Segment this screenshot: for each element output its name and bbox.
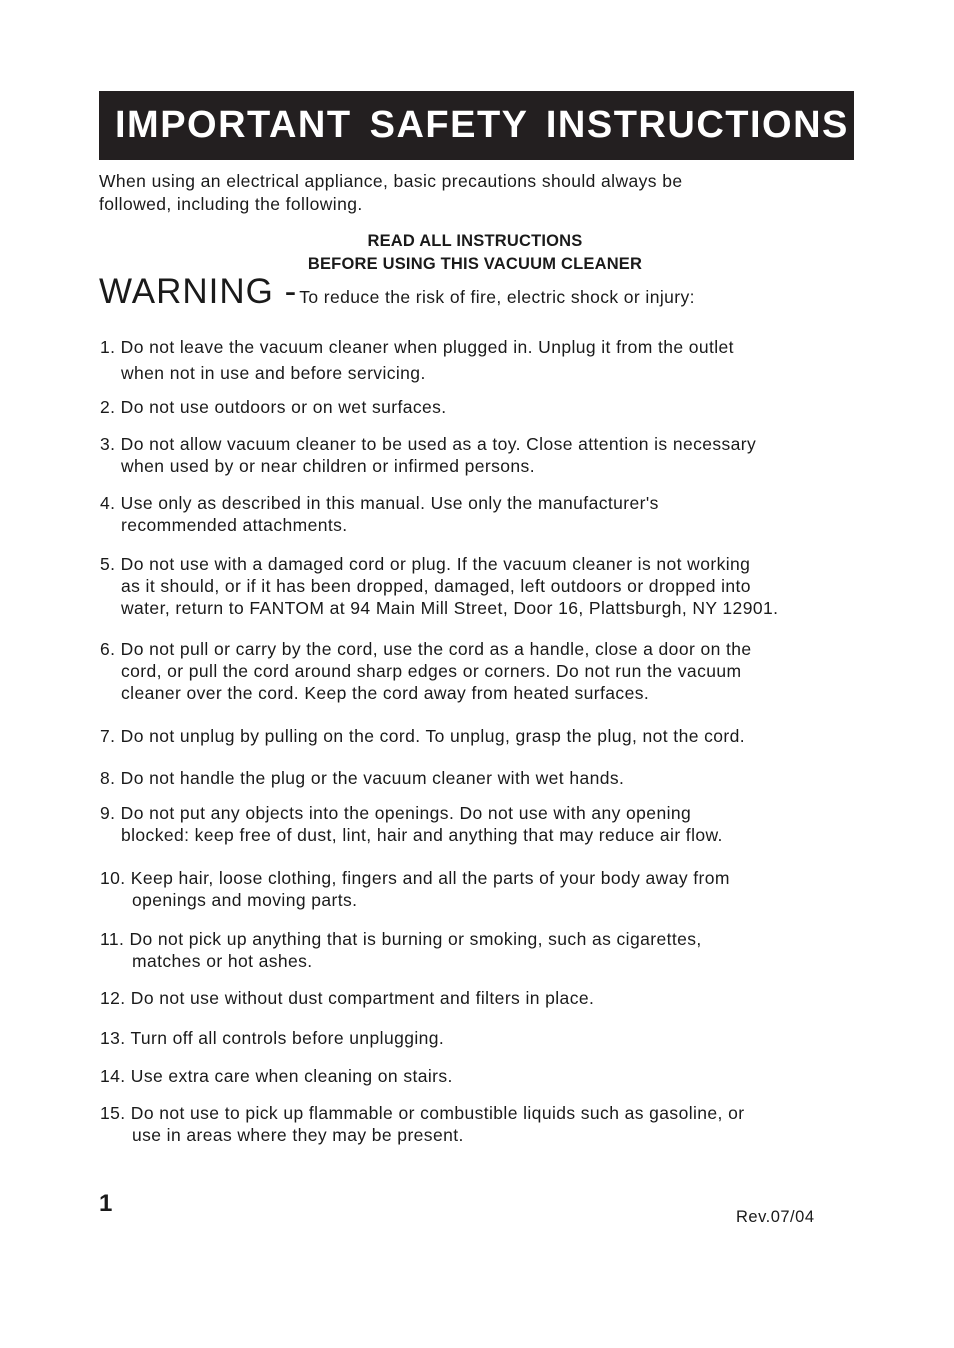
list-item-4 (100, 492, 890, 536)
item-line: 15. Do not use to pick up flammable or combustible liquids such as gasoline, or (100, 1103, 745, 1123)
item-line: 14. Use extra care when cleaning on stairs. (100, 1066, 453, 1086)
item-line: when not in use and before servicing. (121, 363, 426, 383)
warning-text: To reduce the risk of fire, electric shock or injury: (299, 287, 695, 307)
item-line: 2. Do not use outdoors or on wet surfaces. (100, 397, 447, 417)
item-line: recommended attachments. (121, 515, 348, 535)
item-line: 1. Do not leave the vacuum cleaner when plugged in. Unplug it from the outlet (100, 337, 734, 357)
item-line: 4. Use only as described in this manual. Use only the manufacturer's (100, 493, 659, 513)
list-item-13 (100, 1027, 890, 1049)
read-all-line-2: BEFORE USING THIS VACUUM CLEANER (307, 255, 643, 273)
item-line: use in areas where they may be present. (132, 1125, 464, 1145)
item-line: cord, or pull the cord around sharp edges or corners. Do not run the vacuum (121, 661, 742, 681)
list-item-2 (100, 396, 890, 418)
item-line: matches or hot ashes. (132, 951, 313, 971)
item-line: 12. Do not use without dust compartment and filters in place. (100, 988, 595, 1008)
list-item-5 (100, 553, 890, 619)
item-line: 9. Do not put any objects into the openings. Do not use with any opening (100, 803, 692, 823)
item-line: 6. Do not pull or carry by the cord, use the cord as a handle, close a door on the (100, 639, 752, 659)
read-all-heading (99, 230, 851, 276)
item-line: blocked: keep free of dust, lint, hair and anything that may reduce air flow. (121, 825, 723, 845)
item-line: 10. Keep hair, loose clothing, fingers and all the parts of your body away from (100, 868, 730, 888)
warning-line (99, 272, 879, 312)
item-line: 3. Do not allow vacuum cleaner to be used as a toy. Close attention is necessary (100, 434, 757, 454)
item-line: 11. Do not pick up anything that is burning or smoking, such as cigarettes, (100, 929, 702, 949)
revision-label: Rev.07/04 (736, 1208, 815, 1226)
item-line: 8. Do not handle the plug or the vacuum cleaner with wet hands. (100, 768, 625, 788)
list-item-10 (100, 867, 890, 911)
item-line: when used by or near children or infirmed persons. (121, 456, 535, 476)
list-item-6 (100, 638, 890, 704)
item-line: cleaner over the cord. Keep the cord away from heated surfaces. (121, 683, 650, 703)
item-line: openings and moving parts. (132, 890, 358, 910)
list-item-14 (100, 1065, 890, 1087)
intro-paragraph (99, 170, 859, 216)
list-item-15 (100, 1102, 890, 1146)
page-title: IMPORTANT SAFETY INSTRUCTIONS (115, 104, 849, 146)
page-number: 1 (99, 1190, 113, 1217)
list-item-8 (100, 767, 890, 789)
intro-line-2: followed, including the following. (99, 194, 363, 214)
list-item-11 (100, 928, 890, 972)
title-banner (99, 91, 854, 160)
list-item-12 (100, 987, 890, 1009)
item-line: 13. Turn off all controls before unplugging. (100, 1028, 445, 1048)
item-line: 5. Do not use with a damaged cord or plug. If the vacuum cleaner is not working (100, 554, 751, 574)
warning-label: WARNING - (99, 272, 298, 311)
list-item-7 (100, 725, 890, 747)
list-item-9 (100, 802, 890, 846)
read-all-line-1: READ ALL INSTRUCTIONS (367, 232, 583, 250)
list-item-3 (100, 433, 890, 477)
list-item-1 (100, 334, 890, 386)
item-line: as it should, or if it has been dropped, damaged, left outdoors or dropped into (121, 576, 751, 596)
item-line: 7. Do not unplug by pulling on the cord. To unplug, grasp the plug, not the cord. (100, 726, 746, 746)
intro-line-1: When using an electrical appliance, basic precautions should always be (99, 171, 683, 191)
item-line: water, return to FANTOM at 94 Main Mill Street, Door 16, Plattsburgh, NY 12901. (121, 598, 779, 618)
